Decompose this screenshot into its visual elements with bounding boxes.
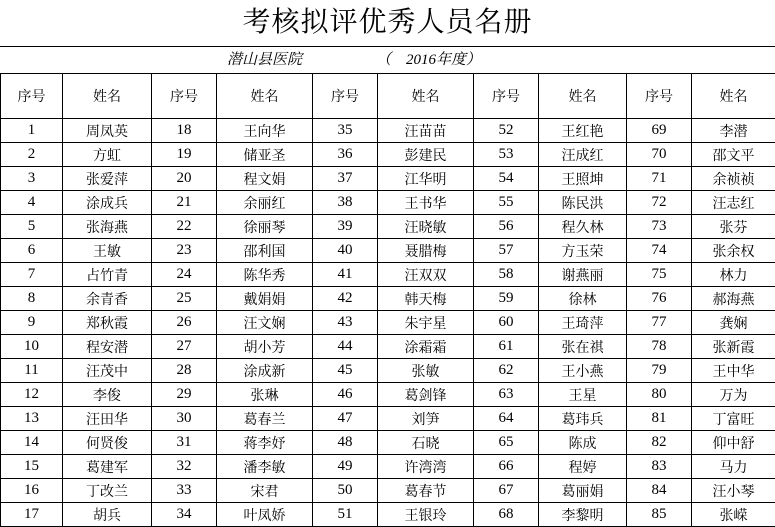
cell-index: 38 [313, 191, 378, 215]
cell-index: 10 [1, 335, 63, 359]
cell-index: 64 [474, 407, 539, 431]
roster-table [0, 73, 775, 527]
column-header-index: 序号 [1, 74, 63, 119]
cell-name: 王银玲 [378, 503, 474, 527]
cell-index: 11 [1, 359, 63, 383]
cell-index: 43 [313, 311, 378, 335]
cell-index: 47 [313, 407, 378, 431]
cell-name: 蒋李妤 [217, 431, 313, 455]
cell-name: 周凤英 [63, 119, 152, 143]
cell-index: 13 [1, 407, 63, 431]
cell-name: 程安潜 [63, 335, 152, 359]
table-row [1, 359, 775, 383]
cell-index: 60 [474, 311, 539, 335]
cell-index: 14 [1, 431, 63, 455]
cell-index: 4 [1, 191, 63, 215]
cell-name: 戴娟娟 [217, 287, 313, 311]
cell-name: 汪茂中 [63, 359, 152, 383]
cell-name: 邵利国 [217, 239, 313, 263]
cell-name: 刘笋 [378, 407, 474, 431]
table-row [1, 311, 775, 335]
cell-index: 31 [152, 431, 217, 455]
cell-name: 葛春节 [378, 479, 474, 503]
cell-index: 5 [1, 215, 63, 239]
cell-index: 12 [1, 383, 63, 407]
cell-index: 51 [313, 503, 378, 527]
cell-index: 74 [627, 239, 692, 263]
cell-index: 1 [1, 119, 63, 143]
table-row [1, 215, 775, 239]
cell-index: 70 [627, 143, 692, 167]
cell-index: 52 [474, 119, 539, 143]
cell-index: 55 [474, 191, 539, 215]
cell-name: 仰中舒 [692, 431, 775, 455]
cell-name: 汪田华 [63, 407, 152, 431]
cell-index: 20 [152, 167, 217, 191]
cell-index: 9 [1, 311, 63, 335]
column-header-index: 序号 [313, 74, 378, 119]
cell-name: 何贤俊 [63, 431, 152, 455]
cell-index: 36 [313, 143, 378, 167]
cell-name: 方玉荣 [539, 239, 627, 263]
cell-name: 余祯祯 [692, 167, 775, 191]
cell-name: 张嵘 [692, 503, 775, 527]
cell-index: 46 [313, 383, 378, 407]
cell-name: 汪晓敏 [378, 215, 474, 239]
cell-name: 谢燕丽 [539, 263, 627, 287]
cell-name: 张新霞 [692, 335, 775, 359]
cell-name: 储亚圣 [217, 143, 313, 167]
cell-index: 76 [627, 287, 692, 311]
cell-name: 涂霜霜 [378, 335, 474, 359]
cell-index: 32 [152, 455, 217, 479]
column-header-index: 序号 [474, 74, 539, 119]
cell-index: 71 [627, 167, 692, 191]
cell-index: 84 [627, 479, 692, 503]
cell-name: 张爱萍 [63, 167, 152, 191]
cell-index: 24 [152, 263, 217, 287]
cell-index: 67 [474, 479, 539, 503]
hospital-name: 潜山县医院 [227, 52, 303, 68]
cell-index: 49 [313, 455, 378, 479]
table-row [1, 143, 775, 167]
cell-index: 18 [152, 119, 217, 143]
cell-name: 程文娟 [217, 167, 313, 191]
cell-index: 54 [474, 167, 539, 191]
table-row [1, 383, 775, 407]
cell-index: 56 [474, 215, 539, 239]
cell-index: 50 [313, 479, 378, 503]
cell-index: 41 [313, 263, 378, 287]
cell-name: 程久林 [539, 215, 627, 239]
cell-name: 张海燕 [63, 215, 152, 239]
table-row [1, 287, 775, 311]
cell-index: 77 [627, 311, 692, 335]
cell-index: 22 [152, 215, 217, 239]
cell-name: 汪小琴 [692, 479, 775, 503]
cell-index: 44 [313, 335, 378, 359]
cell-name: 郝海燕 [692, 287, 775, 311]
cell-index: 63 [474, 383, 539, 407]
cell-name: 徐丽琴 [217, 215, 313, 239]
cell-index: 82 [627, 431, 692, 455]
cell-index: 15 [1, 455, 63, 479]
cell-name: 王向华 [217, 119, 313, 143]
cell-index: 29 [152, 383, 217, 407]
cell-name: 邵文平 [692, 143, 775, 167]
cell-index: 85 [627, 503, 692, 527]
cell-name: 王星 [539, 383, 627, 407]
subtitle-bar [0, 46, 775, 73]
cell-index: 48 [313, 431, 378, 455]
cell-index: 19 [152, 143, 217, 167]
table-row [1, 263, 775, 287]
cell-index: 42 [313, 287, 378, 311]
cell-name: 张余权 [692, 239, 775, 263]
cell-name: 余丽红 [217, 191, 313, 215]
cell-name: 张敏 [378, 359, 474, 383]
cell-name: 王照坤 [539, 167, 627, 191]
cell-index: 8 [1, 287, 63, 311]
cell-name: 汪双双 [378, 263, 474, 287]
cell-name: 彭建民 [378, 143, 474, 167]
table-row [1, 167, 775, 191]
table-row [1, 191, 775, 215]
cell-name: 李俊 [63, 383, 152, 407]
column-header-name: 姓名 [378, 74, 474, 119]
table-row [1, 431, 775, 455]
cell-index: 25 [152, 287, 217, 311]
cell-index: 72 [627, 191, 692, 215]
cell-index: 79 [627, 359, 692, 383]
cell-index: 66 [474, 455, 539, 479]
cell-index: 59 [474, 287, 539, 311]
column-header-name: 姓名 [692, 74, 775, 119]
cell-name: 王中华 [692, 359, 775, 383]
cell-name: 葛春兰 [217, 407, 313, 431]
table-row [1, 479, 775, 503]
cell-index: 75 [627, 263, 692, 287]
cell-name: 韩天梅 [378, 287, 474, 311]
table-row [1, 335, 775, 359]
cell-name: 葛剑锋 [378, 383, 474, 407]
cell-name: 涂成兵 [63, 191, 152, 215]
cell-index: 69 [627, 119, 692, 143]
cell-name: 汪文娴 [217, 311, 313, 335]
cell-index: 26 [152, 311, 217, 335]
cell-name: 郑秋霞 [63, 311, 152, 335]
cell-index: 6 [1, 239, 63, 263]
cell-index: 81 [627, 407, 692, 431]
cell-name: 葛丽娟 [539, 479, 627, 503]
cell-name: 陈民洪 [539, 191, 627, 215]
cell-name: 张在祺 [539, 335, 627, 359]
cell-index: 62 [474, 359, 539, 383]
cell-name: 王红艳 [539, 119, 627, 143]
cell-index: 39 [313, 215, 378, 239]
cell-index: 30 [152, 407, 217, 431]
year-label: （ 2016年度） [376, 52, 482, 68]
cell-name: 徐林 [539, 287, 627, 311]
cell-name: 许湾湾 [378, 455, 474, 479]
cell-index: 7 [1, 263, 63, 287]
cell-name: 葛建军 [63, 455, 152, 479]
cell-name: 聂腊梅 [378, 239, 474, 263]
cell-index: 27 [152, 335, 217, 359]
cell-name: 丁富旺 [692, 407, 775, 431]
cell-name: 陈华秀 [217, 263, 313, 287]
cell-index: 2 [1, 143, 63, 167]
column-header-name: 姓名 [63, 74, 152, 119]
cell-index: 80 [627, 383, 692, 407]
cell-index: 34 [152, 503, 217, 527]
cell-name: 马力 [692, 455, 775, 479]
cell-index: 3 [1, 167, 63, 191]
cell-name: 李潜 [692, 119, 775, 143]
cell-index: 65 [474, 431, 539, 455]
cell-index: 57 [474, 239, 539, 263]
table-row [1, 119, 775, 143]
cell-index: 58 [474, 263, 539, 287]
table-row [1, 239, 775, 263]
cell-name: 丁改兰 [63, 479, 152, 503]
cell-name: 龚娴 [692, 311, 775, 335]
cell-name: 林力 [692, 263, 775, 287]
cell-name: 王书华 [378, 191, 474, 215]
column-header-name: 姓名 [217, 74, 313, 119]
cell-name: 王小燕 [539, 359, 627, 383]
cell-index: 61 [474, 335, 539, 359]
cell-name: 李黎明 [539, 503, 627, 527]
cell-name: 汪志红 [692, 191, 775, 215]
cell-name: 王敏 [63, 239, 152, 263]
cell-index: 37 [313, 167, 378, 191]
table-row [1, 503, 775, 527]
cell-index: 21 [152, 191, 217, 215]
cell-index: 23 [152, 239, 217, 263]
cell-index: 35 [313, 119, 378, 143]
page-title: 考核拟评优秀人员名册 [242, 5, 533, 38]
cell-index: 17 [1, 503, 63, 527]
cell-index: 45 [313, 359, 378, 383]
cell-name: 方虹 [63, 143, 152, 167]
cell-name: 叶凤娇 [217, 503, 313, 527]
cell-name: 宋君 [217, 479, 313, 503]
cell-name: 汪成红 [539, 143, 627, 167]
cell-name: 石晓 [378, 431, 474, 455]
cell-name: 涂成新 [217, 359, 313, 383]
cell-index: 33 [152, 479, 217, 503]
cell-name: 胡兵 [63, 503, 152, 527]
cell-name: 陈成 [539, 431, 627, 455]
cell-index: 73 [627, 215, 692, 239]
cell-index: 83 [627, 455, 692, 479]
table-row [1, 407, 775, 431]
cell-name: 潘李敏 [217, 455, 313, 479]
cell-index: 53 [474, 143, 539, 167]
column-header-index: 序号 [627, 74, 692, 119]
cell-name: 余青香 [63, 287, 152, 311]
cell-name: 王琦萍 [539, 311, 627, 335]
cell-name: 朱宇星 [378, 311, 474, 335]
column-header-name: 姓名 [539, 74, 627, 119]
cell-name: 江华明 [378, 167, 474, 191]
cell-index: 40 [313, 239, 378, 263]
cell-name: 程婷 [539, 455, 627, 479]
cell-index: 68 [474, 503, 539, 527]
column-header-index: 序号 [152, 74, 217, 119]
cell-name: 占竹青 [63, 263, 152, 287]
cell-name: 葛玮兵 [539, 407, 627, 431]
cell-index: 78 [627, 335, 692, 359]
cell-index: 16 [1, 479, 63, 503]
cell-name: 张芬 [692, 215, 775, 239]
cell-name: 张琳 [217, 383, 313, 407]
cell-name: 万为 [692, 383, 775, 407]
header-row [1, 74, 775, 119]
table-row [1, 455, 775, 479]
cell-name: 汪苗苗 [378, 119, 474, 143]
cell-index: 28 [152, 359, 217, 383]
cell-name: 胡小芳 [217, 335, 313, 359]
